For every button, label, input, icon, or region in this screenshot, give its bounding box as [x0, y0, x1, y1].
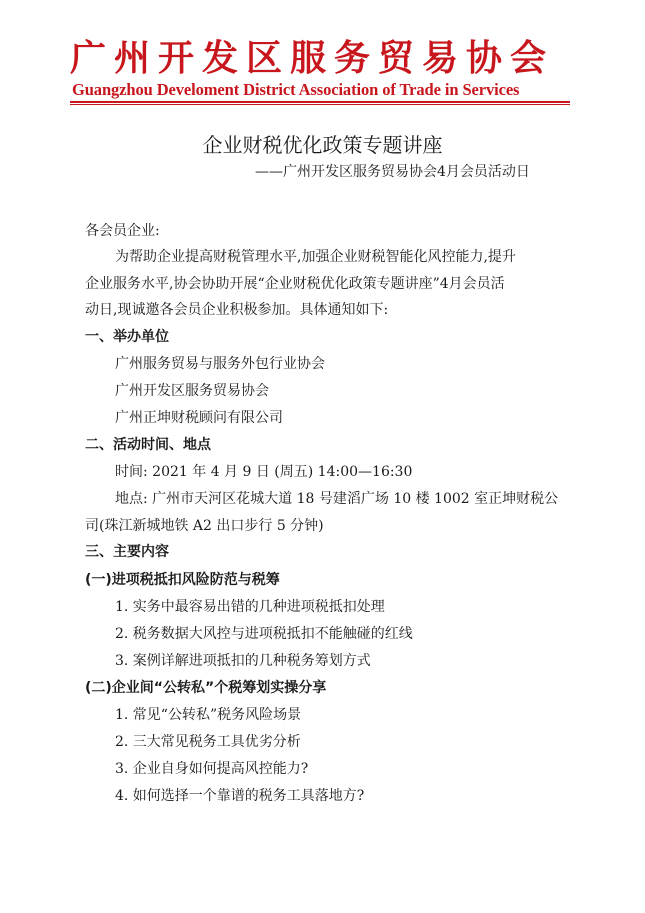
- intro-line: 动日,现诚邀各会员企业积极参加。具体通知如下:: [85, 302, 389, 318]
- content-item: 1. 常见“公转私”税务风险场景: [115, 707, 302, 723]
- content-item: 3. 企业自身如何提高风控能力?: [115, 761, 309, 777]
- organizer-item: 广州开发区服务贸易协会: [115, 383, 269, 399]
- intro-line: 为帮助企业提高财税管理水平,加强企业财税智能化风控能力,提升: [115, 249, 516, 265]
- event-place: 地点: 广州市天河区花城大道 18 号建滔广场 10 楼 1002 室正坤财税公: [115, 491, 559, 507]
- section-heading-time-place: 二、活动时间、地点: [85, 437, 211, 453]
- event-time: 时间: 2021 年 4 月 9 日 (周五) 14:00—16:30: [115, 464, 413, 480]
- section-heading-content: 三、主要内容: [85, 544, 169, 560]
- content-item: 3. 案例详解进项抵扣的几种税务筹划方式: [115, 653, 371, 669]
- section-heading-organizers: 一、举办单位: [85, 329, 169, 345]
- letterhead: [0, 0, 645, 112]
- organizer-item: 广州正坤财税顾问有限公司: [115, 410, 283, 426]
- organizer-item: 广州服务贸易与服务外包行业协会: [115, 356, 325, 372]
- content-item: 2. 税务数据大风控与进项税抵扣不能触碰的红线: [115, 626, 413, 642]
- document-subtitle: ——广州开发区服务贸易协会4月会员活动日: [255, 164, 530, 180]
- content-item: 4. 如何选择一个靠谱的税务工具落地方?: [115, 788, 365, 804]
- intro-line: 企业服务水平,协会协助开展“企业财税优化政策专题讲座”4月会员活: [85, 276, 505, 292]
- letterhead-rule-thin: [70, 104, 570, 105]
- letterhead-rule: [70, 101, 570, 103]
- org-name-english: Guangzhou Develoment District Association of Trade in Services: [72, 80, 520, 99]
- org-name-chinese: 广州开发区服务贸易协会: [70, 37, 555, 79]
- content-item: 2. 三大常见税务工具优劣分析: [115, 734, 301, 750]
- event-place-continued: 司(珠江新城地铁 A2 出口步行 5 分钟): [85, 518, 324, 534]
- subsection-heading-input-tax: (一)进项税抵扣风险防范与税筹: [85, 572, 280, 588]
- subsection-heading-transfer: (二)企业间“公转私”个税筹划实操分享: [85, 680, 327, 696]
- content-item: 1. 实务中最容易出错的几种进项税抵扣处理: [115, 599, 385, 615]
- salutation: 各会员企业:: [85, 223, 160, 239]
- document-title: 企业财税优化政策专题讲座: [202, 133, 443, 157]
